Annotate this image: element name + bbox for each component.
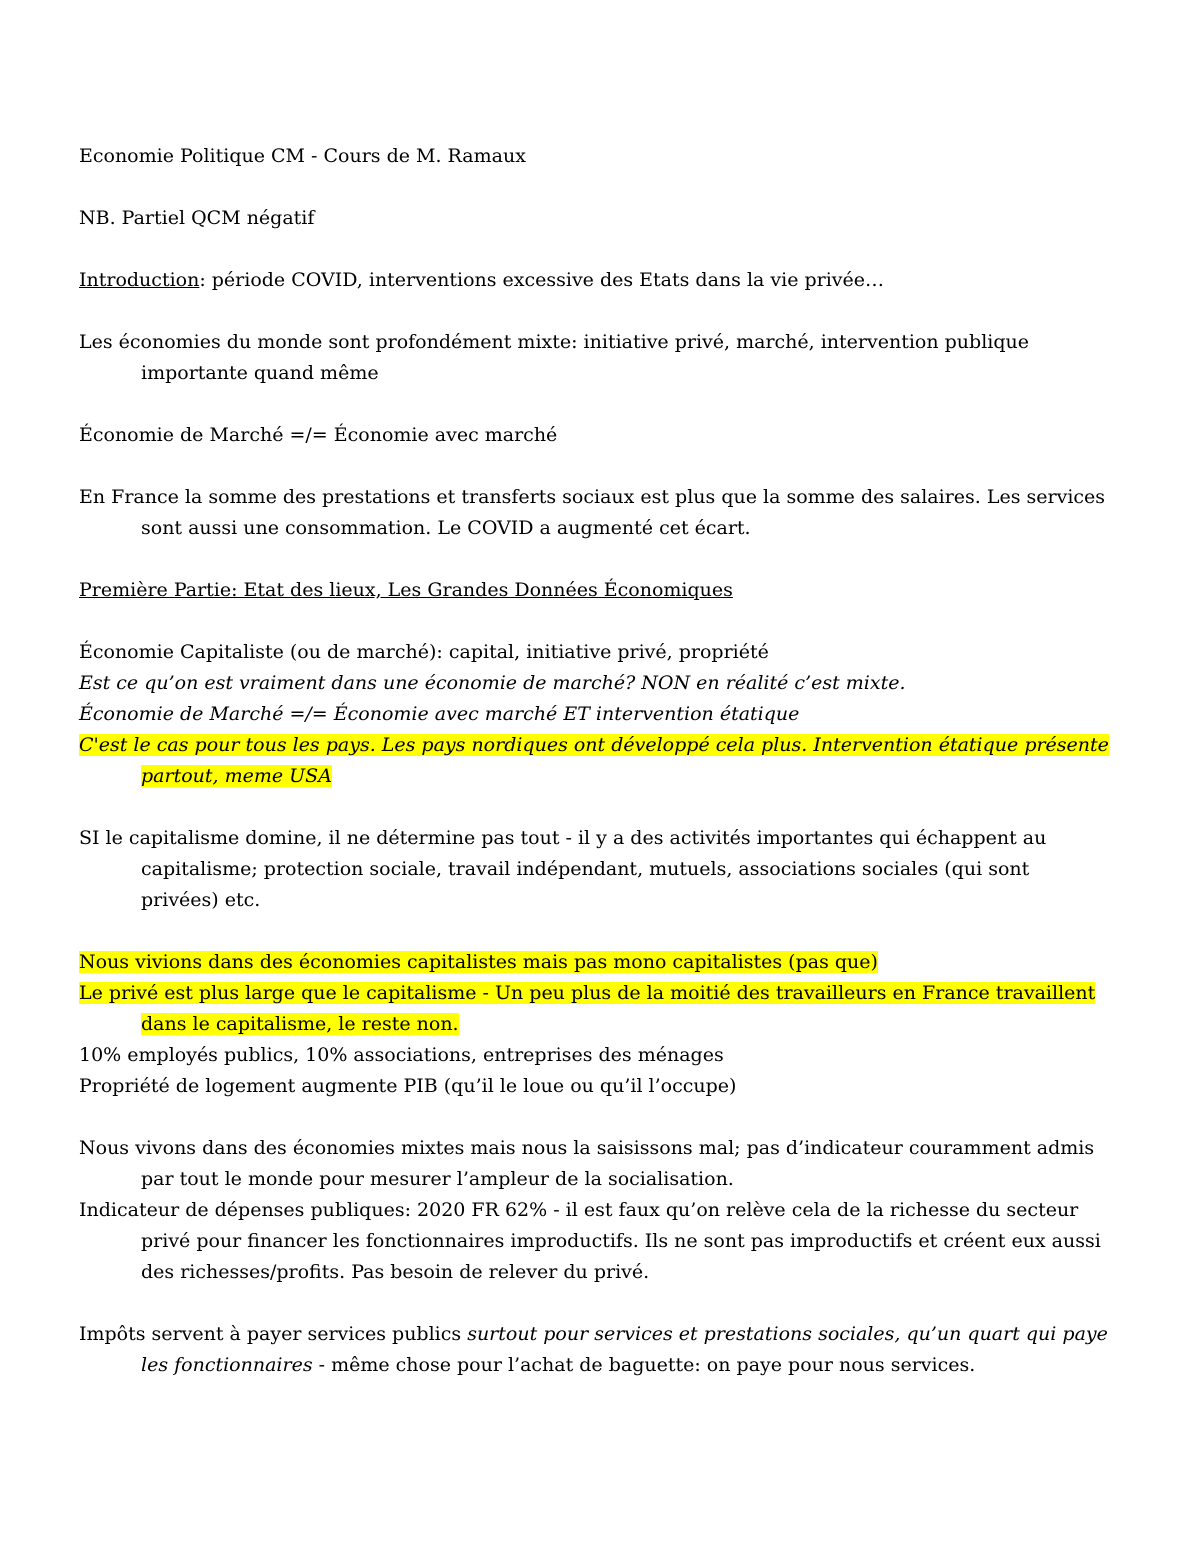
capitalist-economy-line: Économie Capitaliste (ou de marché): capital, initiative privé, propriété	[79, 641, 769, 663]
not-mono-capitalist-line	[79, 947, 1109, 978]
market-and-state-line: Économie de Marché =/= Économie avec marché ET intervention étatique	[79, 703, 800, 725]
highlighted-text: Le privé est plus large que le capitalisme - Un peu plus de la moitié des travailleurs en France travaillent dans le capitalisme, le reste non.	[79, 982, 1096, 1035]
introduction-text: : période COVID, interventions excessive des Etats dans la vie privée…	[199, 269, 885, 291]
introduction-label: Introduction	[79, 269, 200, 291]
private-wider-paragraph	[79, 978, 1109, 1040]
housing-gdp-line: Propriété de logement augmente PIB (qu’il le loue ou qu’il l’occupe)	[79, 1075, 737, 1097]
capitalism-dominates-paragraph: SI le capitalisme domine, il ne détermine pas tout - il y a des activités importantes qui échappent au capitalisme; protection sociale, travail indépendant, mutuels, associations sociales (qui sont privées) etc.	[79, 827, 1047, 911]
public-spending-paragraph: Indicateur de dépenses publiques: 2020 FR 62% - il est faux qu’on relève cela de la richesse du secteur privé pour financer les fonctionnaires improductifs. Ils ne sont pas improductifs et créent eux aussi des richesses/profits. Pas besoin de relever du privé.	[79, 1199, 1101, 1283]
part-one-heading: Première Partie: Etat des lieux, Les Grandes Données Économiques	[79, 579, 733, 601]
taxes-italic-text: surtout pour services et prestations sociales, qu’un quart qui paye les fonctionnaires	[141, 1323, 1108, 1376]
public-employees-line: 10% employés publics, 10% associations, entreprises des ménages	[79, 1044, 724, 1066]
market-economy-question: Est ce qu’on est vraiment dans une économie de marché? NON en réalité c’est mixte.	[79, 672, 906, 694]
introduction-paragraph	[79, 265, 1109, 296]
nb-note: NB. Partiel QCM négatif	[79, 207, 315, 229]
highlighted-text: Nous vivions dans des économies capitalistes mais pas mono capitalistes (pas que)	[79, 951, 878, 973]
france-transfers-paragraph: En France la somme des prestations et transferts sociaux est plus que la somme des salaires. Les services sont aussi une consommation. Le COVID a augmenté cet écart.	[79, 486, 1106, 539]
document-title: Economie Politique CM - Cours de M. Ramaux	[79, 145, 526, 167]
taxes-paragraph: Impôts servent à payer services publics surtout pour services et prestations sociales, qu’un quart qui paye les fonctionnaires - même chose pour l’achat de baguette: on paye pour nous services.	[79, 1323, 1108, 1376]
highlighted-text: C'est le cas pour tous les pays. Les pays nordiques ont développé cela plus. Intervention étatique présente partout, meme USA	[79, 734, 1109, 787]
market-economy-line: Économie de Marché =/= Économie avec marché	[79, 424, 558, 446]
mixed-poorly-grasped-paragraph: Nous vivons dans des économies mixtes mais nous la saisissons mal; pas d’indicateur couramment admis par tout le monde pour mesurer l’ampleur de la socialisation.	[79, 1137, 1095, 1190]
document-body	[79, 141, 1109, 1381]
all-countries-paragraph	[79, 730, 1109, 792]
mixed-economies-paragraph: Les économies du monde sont profondément mixte: initiative privé, marché, intervention publique importante quand même	[79, 331, 1029, 384]
